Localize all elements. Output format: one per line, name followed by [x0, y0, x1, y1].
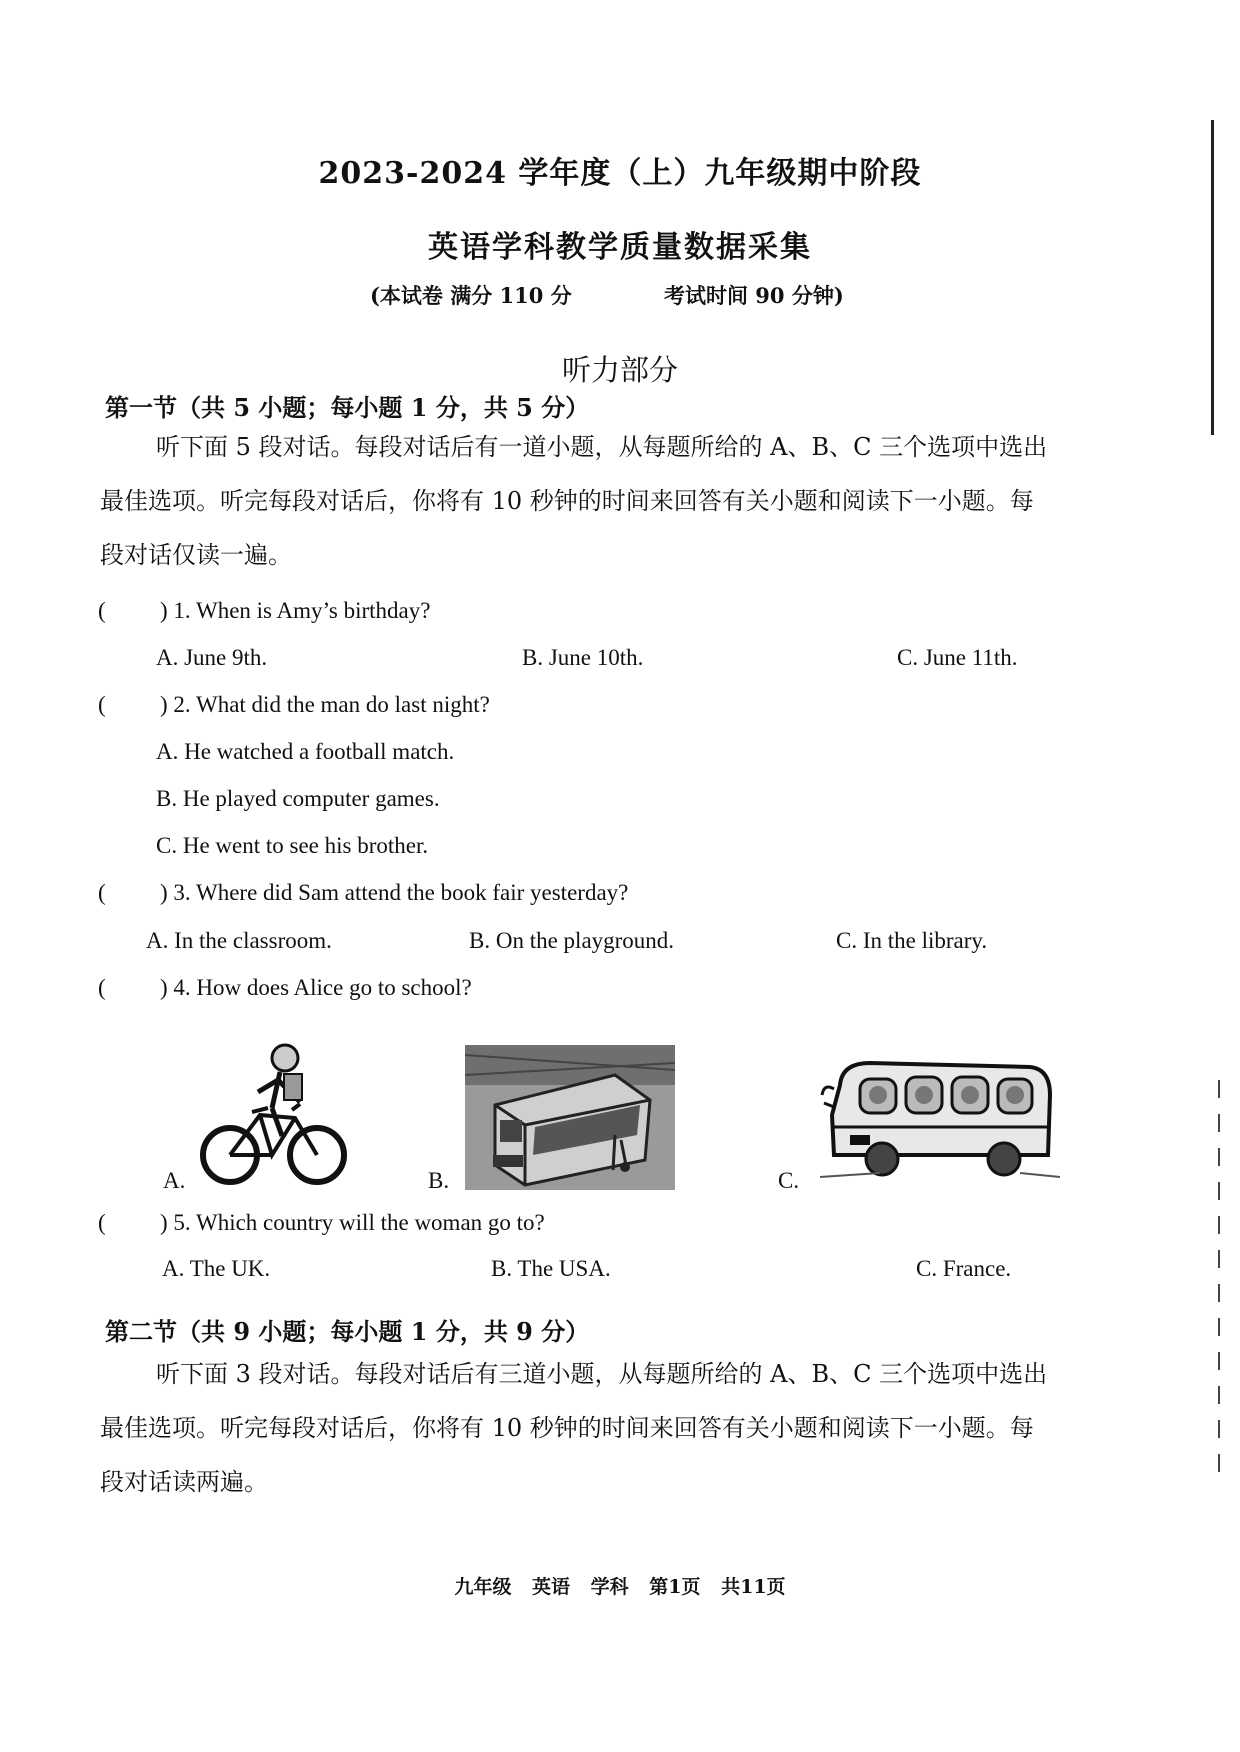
question-5 [98, 1210, 545, 1236]
question-1 [98, 598, 430, 624]
school-bus-icon [820, 1055, 1060, 1185]
instruction-line: 听下面 5 段对话。每段对话后有一道小题，从每题所给的 A、B、C 三个选项中选出 [156, 433, 1048, 461]
option-a: A. June 9th. [156, 645, 268, 670]
section1-instructions [100, 420, 1180, 582]
option-a: A. [163, 1168, 186, 1193]
question-2 [98, 692, 490, 718]
part-title: 听力部分 [561, 353, 678, 387]
bicycle-rider-icon [200, 1040, 350, 1190]
option-b: B. [428, 1168, 450, 1193]
option-b: B. On the playground. [469, 928, 675, 953]
question-stem: ) 1. When is Amy’s birthday? [160, 598, 431, 623]
option-a: A. The UK. [162, 1256, 271, 1281]
option-a: A. He watched a football match. [156, 739, 455, 764]
option-a: A. In the classroom. [146, 928, 332, 953]
answer-blank[interactable]: ( [98, 880, 106, 905]
scan-edge-line [1211, 120, 1214, 435]
answer-blank[interactable]: ( [98, 692, 106, 717]
option-c: C. He went to see his brother. [156, 833, 429, 858]
section2-heading: 第二节（共 9 小题；每小题 1 分，共 9 分） [105, 1317, 590, 1346]
scan-edge-line [1218, 1080, 1220, 1480]
question-4 [98, 975, 472, 1001]
instruction-line: 最佳选项。听完每段对话后，你将有 10 秒钟的时间来回答有关小题和阅读下一小题。每 [100, 1414, 1034, 1442]
section2-instructions [100, 1347, 1180, 1509]
option-b: B. June 10th. [522, 645, 644, 670]
bus-icon [465, 1045, 675, 1190]
option-c: C. In the library. [836, 928, 988, 953]
answer-blank[interactable]: ( [98, 598, 106, 623]
instruction-line: 听下面 3 段对话。每段对话后有三道小题，从每题所给的 A、B、C 三个选项中选出 [156, 1360, 1048, 1388]
option-b: B. The USA. [491, 1256, 611, 1281]
question-stem: ) 3. Where did Sam attend the book fair yesterday? [160, 880, 629, 905]
instruction-line: 段对话读两遍。 [100, 1468, 268, 1496]
instruction-line: 段对话仅读一遍。 [100, 541, 292, 569]
instruction-line: 最佳选项。听完每段对话后，你将有 10 秒钟的时间来回答有关小题和阅读下一小题。每 [100, 487, 1034, 515]
answer-blank[interactable]: ( [98, 1210, 106, 1235]
option-c: C. France. [916, 1256, 1012, 1281]
answer-blank[interactable]: ( [98, 975, 106, 1000]
page-footer: 九年级 英语 学科 第1页 共11页 [454, 1576, 786, 1598]
section1-heading: 第一节（共 5 小题；每小题 1 分，共 5 分） [105, 393, 590, 422]
option-b: B. He played computer games. [156, 786, 440, 811]
option-c: C. June 11th. [897, 645, 1018, 670]
question-stem: ) 5. Which country will the woman go to? [160, 1210, 545, 1235]
exam-subtitle: 英语学科教学质量数据采集 [428, 230, 812, 265]
question-stem: ) 2. What did the man do last night? [160, 692, 490, 717]
question-3 [98, 880, 628, 906]
time-note: 考试时间 90 分钟) [664, 283, 844, 308]
option-c: C. [778, 1168, 800, 1193]
exam-title: 2023-2024 学年度（上）九年级期中阶段 [318, 156, 922, 191]
score-note: (本试卷 满分 110 分 [370, 283, 572, 308]
question-stem: ) 4. How does Alice go to school? [160, 975, 472, 1000]
